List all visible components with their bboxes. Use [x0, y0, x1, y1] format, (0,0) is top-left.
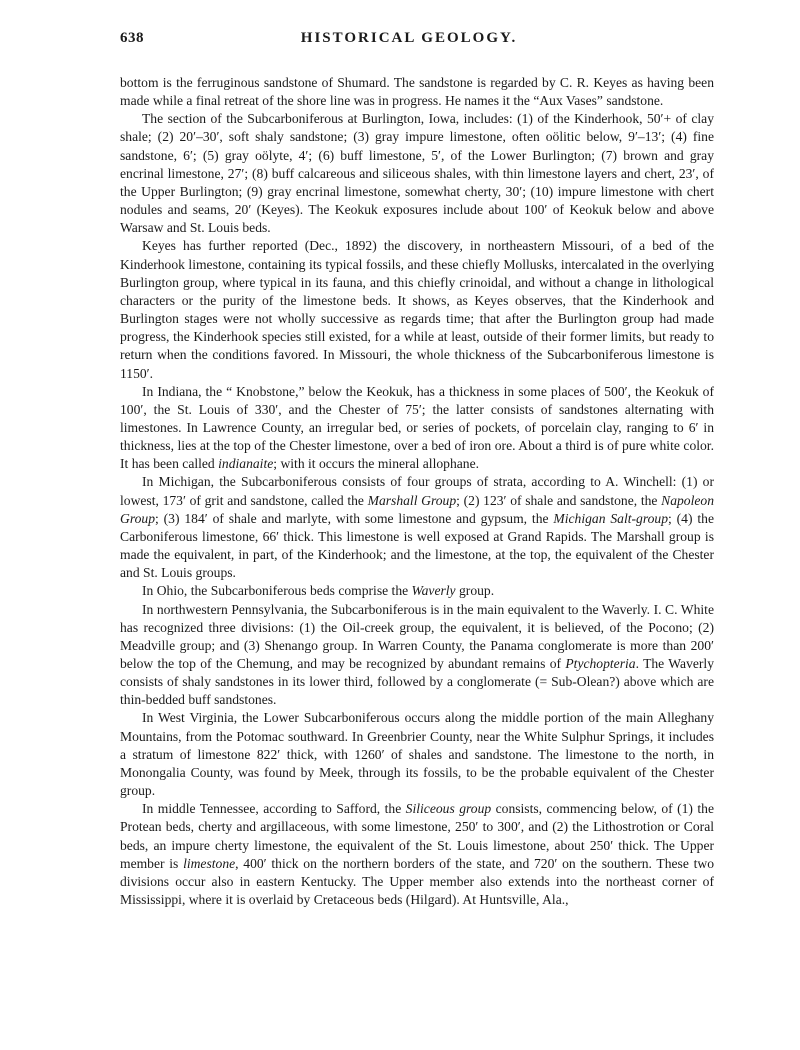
text-run: ; (2) 123′ of shale and sandstone, the: [456, 492, 662, 508]
text-run: ; (4) the Carboniferous limestone, 66′ thick. This limestone is well exposed at Grand Rapids. The Marshall group is made the equivalent, in part, of the Kinderhook; and the limestone, at the top, the equivalent of the Chester and St. Louis groups.: [120, 510, 714, 581]
paragraph: [120, 800, 714, 909]
paragraph: [120, 582, 714, 600]
text-run: In Ohio, the Subcarboniferous beds comprise the: [142, 583, 412, 599]
page-header: [120, 30, 714, 50]
paragraph: [120, 709, 714, 800]
paragraph: [120, 110, 714, 237]
text-run: The section of the Subcarboniferous at Burlington, Iowa, includes: (1) of the Kinderhook, 50′+ of clay shale; (2) 20′–30′, soft shaly sandstone; (3) gray impure limestone, often oölitic below, 9′–13′; (4) fine sandstone, 6′; (5) gray oölyte, 4′; (6) buff limestone, 5′, of the Lower Burlington; (7) brown and gray encrinal limestone, 27′; (8) buff calcareous and siliceous shales, with thin limestone layers and chert, 23′, of the Upper Burlington; (9) gray encrinal limestone, somewhat cherty, 30′; (10) impure limestone with chert nodules and seams, 20′ (Keyes). The Keokuk exposures include about 100′ of Keokuk below and above Warsaw and St. Louis beds.: [120, 111, 714, 236]
text-run: Keyes has further reported (Dec., 1892) the discovery, in northeastern Missouri, of a bed of the Kinderhook limestone, containing its typical fossils, and these chiefly Mollusks, intercalated in the overlying Burlington group, where typical in its fauna, and this chiefly crinoidal, and without a change in lithological characters or the purity of the limestone beds. It shows, as Keyes observes, that the Kinderhook and Burlington stages were not wholly successive as regards time; that after the Burlington group had made progress, the Kinderhook species still existed, for a while at least, outside of their former limits, but ready to return when the conditions favored. In Missouri, the whole thickness of the Subcarboniferous limestone is 1150′.: [120, 238, 714, 381]
text-run: In Michigan, the Subcarboniferous consists of four groups of strata, according to A. Winchell: (1) or lowest, 173′ of grit and sandstone, called the: [120, 474, 714, 508]
text-run: In West Virginia, the Lower Subcarboniferous occurs along the middle portion of the main Alleghany Mountains, from the Potomac southward. In Greenbrier County, near the White Sulphur Springs, it includes a stratum of limestone 822′ thick, with 1260′ of shales and sandstone. The limestone to the north, in Monongalia County, was found by Meek, through its fossils, to be the probable equivalent of the Chester group.: [120, 710, 714, 799]
text-run: bottom is the ferruginous sandstone of Shumard. The sandstone is regarded by C. R. Keyes as having been made while a final retreat of the shore line was in progress. He names it the “Aux Vases” sandstone.: [120, 75, 714, 109]
text-run: ; (3) 184′ of shale and marlyte, with some limestone and gypsum, the: [155, 510, 554, 526]
italic-term: Waverly: [411, 583, 456, 599]
italic-term: Michigan Salt-group: [553, 510, 669, 526]
page-number: 638: [120, 30, 144, 46]
text-run: In Indiana, the “ Knobstone,” below the Keokuk, has a thickness in some places of 500′, the Keokuk of 100′, the St. Louis of 330′, and the Chester of 75′; the latter consists of sandstones alternating with limestones. In Lawrence County, an irregular bed, or series of pockets, of porcelain clay, ranging to 6′ in thickness, lies at the top of the Chester limestone, over a bed of iron ore. About a third is of pure white color. It has been called: [120, 383, 714, 472]
text-run: group.: [455, 583, 495, 599]
paragraph: [120, 74, 714, 110]
text-run: . The Waverly consists of shaly sandstones in its lower third, followed by a conglomerate (= Sub-Olean?) above which are thin-bedded buff sandstones.: [120, 656, 714, 708]
text-run: consists, commencing below, of (1) the Protean beds, cherty and argillaceous, with some limestone, 250′ to 300′, and (2) the Lithostrotion or Coral beds, an impure cherty limestone, the equivalent of the St. Louis limestone, about 250′ thick. The Upper member is: [120, 801, 714, 871]
paragraph: [120, 601, 714, 710]
italic-term: Ptychopteria: [565, 656, 636, 671]
paragraph: [120, 383, 714, 474]
text-run: In northwestern Pennsylvania, the Subcarboniferous is in the main equivalent to the Waverly. I. C. White has recognized three divisions: (1) the Oil-creek group, the equivalent, it is believed, of the Pocono; (2) Meadville group; and (3) Shenango group. In Warren County, the Panama conglomerate is more than 200′ below the top of the Chemung, and may be recognized by abundant remains of: [120, 601, 714, 671]
paragraph: [120, 237, 714, 382]
italic-term: Siliceous group: [405, 801, 492, 817]
italic-term: Marshall Group: [367, 492, 457, 508]
italic-term: limestone: [183, 855, 236, 871]
text-run: ; with it occurs the mineral allophane.: [273, 456, 480, 472]
body-text: [120, 74, 714, 909]
text-run: In middle Tennessee, according to Safford, the: [142, 801, 406, 817]
paragraph: [120, 473, 714, 582]
text-run: , 400′ thick on the northern borders of the state, and 720′ on the southern. These two divisions occur also in eastern Kentucky. The Upper member also extends into the northeast corner of Mississippi, where it is overlaid by Cretaceous beds (Hilgard). At Huntsville, Ala.,: [120, 855, 714, 908]
italic-term: indianaite: [218, 456, 274, 472]
running-head: HISTORICAL GEOLOGY.: [300, 30, 518, 46]
italic-term: Napoleon Group: [120, 492, 714, 526]
